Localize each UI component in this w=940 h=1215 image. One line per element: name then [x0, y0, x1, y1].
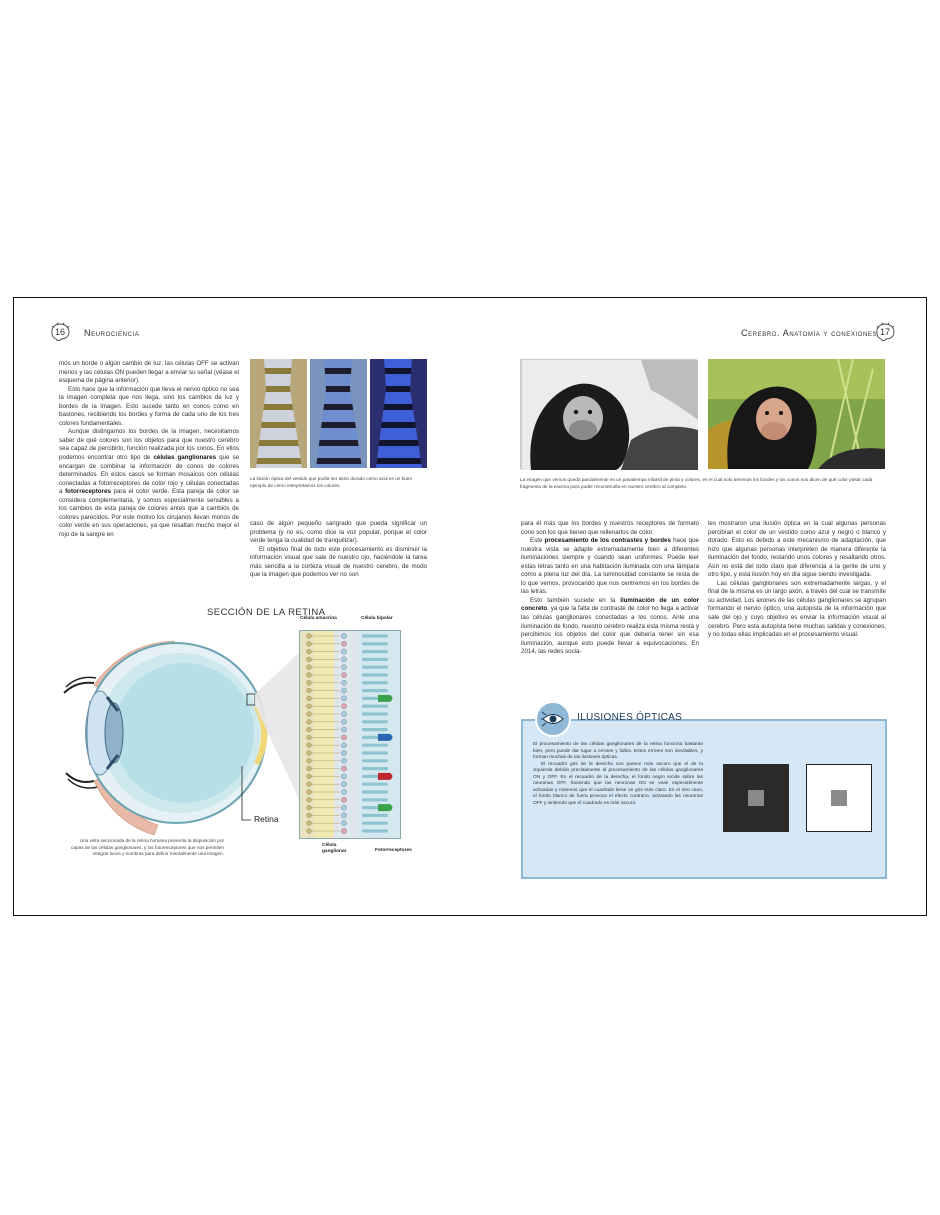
ganglion-cell: [307, 641, 312, 646]
bipolar-cell: [341, 758, 346, 763]
ganglion-cell: [307, 743, 312, 748]
bipolar-cell: [341, 821, 346, 826]
ganglion-cell-label: [322, 843, 347, 855]
retina-label: Retina: [254, 814, 279, 824]
bipolar-cell: [341, 719, 346, 724]
dress-illusion-photo: [250, 359, 427, 468]
cone-cell: [378, 804, 393, 811]
cone-cell: [378, 773, 393, 780]
bipolar-cell: [341, 727, 346, 732]
bipolar-cell: [341, 633, 346, 638]
ganglion-cell: [307, 657, 312, 662]
optical-illusions-box: [521, 712, 887, 879]
bipolar-cell: [341, 774, 346, 779]
rod-cell: [362, 720, 388, 723]
paragraph: Este procesamiento de los contrastes y bordes hace que nuestra vista se adapte extremadamente bien a diferentes iluminaciones siempre y cuando sean uniformes. Puede leer estas letras tanto en una habitación iluminada con una lámpara como a plena luz del día. La luminosidad constante se resta de lo que vemos, provocando que nos centremos en los bordes de las letras.: [521, 537, 699, 596]
ganglion-cell: [307, 688, 312, 693]
retina-layers-detail: [299, 630, 401, 839]
rod-cell: [362, 689, 388, 692]
rod-cell: [362, 759, 388, 762]
book-spread: [13, 297, 927, 916]
paragraph: para él más que los bordes y nuestros receptores de formato cono son los que tienen que rellenarlos de color.: [521, 520, 699, 536]
bipolar-cell: [341, 711, 346, 716]
chimp-outline-photo: [520, 359, 697, 469]
rod-cell: [362, 751, 388, 754]
illusions-box-title: ILUSIONES ÓPTICAS: [577, 712, 683, 723]
ganglion-cell: [307, 805, 312, 810]
ganglion-cell: [307, 790, 312, 795]
gray-square-on-light: [831, 790, 847, 806]
light-background-square: [806, 764, 872, 832]
ganglion-cell: [307, 727, 312, 732]
page-number-right: 17: [874, 322, 896, 342]
paragraph: Esto hace que la información que lleva el nervio óptico no sea la imagen completa que nos llega, sino los cambios de luz y bordes de la imagen. Esto sucede tanto en conos como en bastones, recibiendo los bordes y forma de cada uno de los tres colores fundamentales.: [59, 385, 239, 427]
ganglion-cell: [307, 680, 312, 685]
illusions-box-text: [533, 742, 703, 807]
right-page-column-2: [708, 520, 886, 640]
left-page-column-2: [250, 520, 427, 580]
paragraph: les mostraron una ilusión óptica en la cual algunas personas percibían el color de un vestido como azul y negro o blanco y dorado. Esto es debido a este mecanismo de adaptación, que hizo que algunas personas interpreten de manera diferente la iluminación del fondo, restando unos colores y resaltando otros. Aún no está del todo claro qué diferencia a la gente de uno y otro tipo, y esta ilusión hoy en día sigue siendo investigada.: [708, 520, 886, 579]
bipolar-cell: [341, 657, 346, 662]
paragraph: Las células ganglionares son extremadamente largas, y el final de la misma es un largo axón, a través del cual se transmite su actividad. Los axones de las células ganglionares se agrupan formando el nervio óptico, una autopista de la información que sale del ojo y cuyo objetivo es enviar la información visual al cerebro. Pero esta autopista tiene muchas salidas y conexiones, y no todas ellas implicadas en el procesamiento visual.: [708, 579, 886, 639]
paragraph: caso de algún pequeño sangrado que pueda significar un problema (y no es, como dice la voz popular, porque el color verde tenga la cualidad de tranquilizar).: [250, 520, 427, 545]
photoreceptors-label: Fotorreceptores: [375, 848, 412, 853]
rod-cell: [362, 790, 388, 793]
amacrine-cell-label: Célula amacrina: [300, 616, 337, 621]
bipolar-cell: [341, 696, 346, 701]
ganglion-cell: [307, 821, 312, 826]
bipolar-cell: [341, 641, 346, 646]
page-number-left: 16: [49, 322, 71, 342]
bipolar-cell: [341, 672, 346, 677]
rod-cell: [362, 712, 388, 715]
paragraph: mos un borde o algún cambio de luz, las células OFF se activan menos y las células ON pueden llegar a enviar su señal (véase el esquema de página anterior).: [59, 360, 239, 385]
ganglion-cell: [307, 774, 312, 779]
left-page-column-1: [59, 360, 239, 539]
running-header-right: Cerebro. Anatomía y conexiones: [741, 328, 878, 338]
bipolar-cell: [341, 680, 346, 685]
ganglion-cell: [307, 813, 312, 818]
rod-cell: [362, 673, 388, 676]
rod-cell: [362, 658, 388, 661]
retina-section-title: SECCIÓN DE LA RETINA: [207, 607, 326, 618]
paragraph: El procesamiento de las células ganglionares de la retina funciona bastante bien, pero puede dar lugar a errores y fallos. Estos errores son inevitables, y forman muchas de las ilusiones ópticas.: [533, 742, 703, 760]
ganglion-cell: [307, 751, 312, 756]
ganglion-cell-label-line1: Célula: [322, 843, 337, 848]
bipolar-cell: [341, 797, 346, 802]
ganglion-cell: [307, 634, 312, 639]
bipolar-cell: [341, 828, 346, 833]
bipolar-cell: [341, 766, 346, 771]
bipolar-cell: [341, 665, 346, 670]
bipolar-cell: [341, 750, 346, 755]
rod-cell: [362, 798, 388, 801]
dark-background-square: [723, 764, 789, 832]
rod-cell: [362, 822, 388, 825]
ganglion-cell-label-line2: ganglionar: [322, 849, 347, 854]
paragraph: Aunque distingamos los bordes de la imagen, necesitamos saber de qué colores son los objetos para que nuestro cerebro sea capaz de percibirlo, función realizada por los conos. En ellos podemos encontrar otro tipo de células ganglionares que se encargan de combinar la información de conos de colores determinados. En estos casos se forman mosaicos con células conectadas a fotorreceptores de color rojo y células conectadas a fotorreceptores para el color verde. Esta pareja de color se considera complementaria, y somos especialmente sensibles a los cambios de esta pareja de colores antes que a cambios de colores parecidos. Por este motivo los cirujanos llevan monos de color verde en sus operaciones, ya que resaltan mucho mejor el rojo de la sangre en: [59, 428, 240, 538]
bipolar-cell: [341, 704, 346, 709]
ganglion-cell: [307, 782, 312, 787]
ganglion-cell: [307, 696, 312, 701]
rod-cell: [362, 705, 388, 708]
bipolar-cell: [341, 688, 346, 693]
bipolar-cell-label: Célula bipolar: [361, 616, 393, 621]
ganglion-cell: [307, 758, 312, 763]
bipolar-cell: [341, 782, 346, 787]
ganglion-cell: [307, 797, 312, 802]
rod-cell: [362, 681, 388, 684]
ganglion-cell: [307, 766, 312, 771]
right-page-column-1: [521, 520, 699, 657]
ganglion-cell: [307, 665, 312, 670]
dress-caption: La ilusión óptica del vestido que podía ser tanto dorado como azul es un buen ejemplo de cómo interpretamos los colores.: [250, 476, 413, 488]
paragraph: El objetivo final de todo este procesamiento es disminuir la información visual que sale de nuestro ojo, haciéndole la tarea más sencilla a la corteza visual de nuestro cerebro, de modo que la imagen que podemos ver no son: [250, 545, 427, 579]
cone-cell: [378, 695, 393, 702]
gray-square-on-dark: [748, 790, 764, 806]
bipolar-cell: [341, 789, 346, 794]
rod-cell: [362, 728, 388, 731]
chimp-color-photo: [708, 359, 885, 469]
rod-cell: [362, 783, 388, 786]
ganglion-cell: [307, 735, 312, 740]
paragraph: El recuadro gris de la derecha nos parece más oscuro que el de la izquierda debido precisamente al procesamiento de las células ganglionares ON y OFF. En el recuadro de la derecha, el fondo negro incide sobre las neuronas OFF, haciendo que las neuronas ON se vean especialmente activadas y notemos que el cuadrado tiene un gris más claro. En el otro caso, el fondo blanco de fuera provoca el efecto contrario, activando las neuronas OFF y sintiendo que el cuadrado es más oscuro.: [533, 761, 703, 806]
bipolar-cell: [341, 649, 346, 654]
rod-cell: [362, 814, 388, 817]
rod-cell: [362, 642, 388, 645]
running-header-left: Neurociencia: [84, 328, 140, 338]
rod-cell: [362, 650, 388, 653]
rod-cell: [362, 744, 388, 747]
cone-cell: [378, 734, 393, 741]
rod-cell: [362, 767, 388, 770]
bipolar-cell: [341, 813, 346, 818]
bipolar-cell: [341, 743, 346, 748]
ganglion-cell: [307, 704, 312, 709]
ganglion-cell: [307, 719, 312, 724]
rod-cell: [362, 829, 388, 832]
rod-cell: [362, 666, 388, 669]
bipolar-cell: [341, 735, 346, 740]
chimp-caption: La imagen que vemos queda parcialmente es un pasatiempo infantil de pinta y colores, en el cual solo tenemos los bordes y los conos nos dicen de qué color pintar cada fragmento de la escena para poder reconstruirla en nuestro cerebro al completo.: [520, 477, 873, 489]
bipolar-cell: [341, 805, 346, 810]
retina-caption: Una vista seccionada de la retina humana presenta la disposición por capas de las células ganglionares, y los fotorreceptores que nos permiten integrar luces y sombras para definir mentalmente una imagen.: [71, 838, 224, 857]
ganglion-cell: [307, 649, 312, 654]
ganglion-cell: [307, 829, 312, 834]
ganglion-cell: [307, 712, 312, 717]
ganglion-cell: [307, 673, 312, 678]
paragraph: Esto también sucede en la iluminación de un color concreto, ya que la falta de contraste de color no llega a activar las células ganglionares conectadas a los conos. Ante una iluminación de fondo, nuestro cerebro realiza esta misma resta y percibimos los objetos del color que debería tener sin esa iluminación, aunque esto puede llevar a equivocaciones. En 2014, las redes socia-: [521, 596, 700, 656]
eye-icon: [535, 701, 571, 737]
rod-cell: [362, 634, 388, 637]
